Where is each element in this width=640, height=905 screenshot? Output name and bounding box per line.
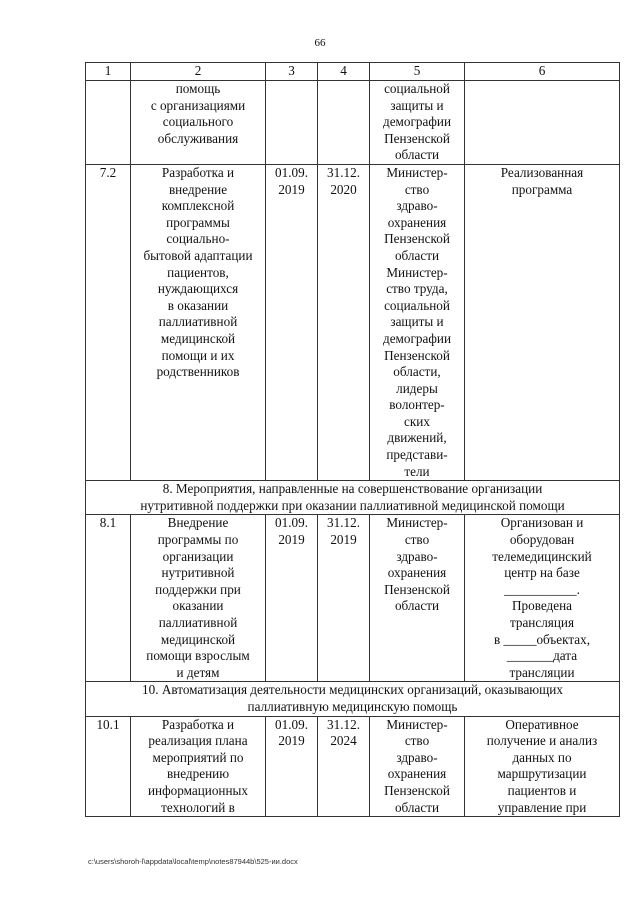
cell-line: Пензенской [384,231,450,247]
cell-line: 10. Автоматизация деятельности медицинских организаций, оказывающих [142,682,563,698]
cell-line: маршрутизации [497,766,587,782]
cell-line: медицинской [160,631,236,647]
cell-line: Пензенской [384,347,450,363]
table-row [86,716,620,817]
cell-line: волонтер- [389,397,445,413]
cell-line: 2019 [330,532,357,548]
cell-line: лидеры [396,380,438,396]
cell-result [465,81,620,165]
header-cell: 3 [266,63,318,81]
cell-line: родственников [156,364,240,380]
cell-line: внедрению [166,766,230,782]
cell-line: социальной [384,81,450,96]
cell-line: ских [404,413,430,429]
cell-line: Разработка и [161,164,235,180]
cell-line: области [394,598,440,614]
cell-line: в оказании [167,297,229,313]
cell-line: и детям [176,664,220,680]
table-row [86,164,620,480]
cell-line: Пензенской [384,782,450,798]
cell-number [86,81,131,165]
cell-line: ___________. [504,581,580,597]
cell-line: Пензенской [384,130,450,146]
section-header-row [86,481,620,515]
cell-line: помощь [175,81,221,96]
cell-start-date [266,81,318,165]
page-number: 66 [314,37,326,49]
cell-line: паллиативной [158,615,238,630]
cell-line: телемедицинский [492,548,592,564]
cell-result [465,164,620,480]
cell-line: 2020 [330,181,357,197]
cell-executor [370,515,465,682]
section-header-row [86,682,620,716]
cell-line: мероприятий по [152,749,244,765]
cell-line: пациентов и [507,782,577,798]
header-cell: 5 [370,63,465,81]
cell-line: помощи взрослым [146,648,250,664]
cell-end-date [318,164,370,480]
cell-line: технологий в [161,799,235,815]
cell-line: данных по [512,749,572,765]
table-row [86,81,620,165]
cell-line: программа [511,181,573,197]
cell-line: движений, [387,430,447,446]
cell-number: 10.1 [86,716,131,817]
cell-line: ство [404,733,430,749]
cell-end-date [318,515,370,682]
cell-line: обслуживания [157,130,239,146]
cell-line: в _____объектах, [493,631,591,647]
cell-measure [131,81,266,165]
cell-line: паллиативной [158,314,238,330]
cell-line: 2019 [278,532,305,548]
cell-line: трансляции [509,664,575,680]
cell-line: Внедрение [167,515,229,531]
cell-line: Министер- [386,515,448,531]
header-cell: 6 [465,63,620,81]
cell-line: Организован и [500,515,584,531]
cell-start-date [266,164,318,480]
cell-line: программы [166,214,230,230]
cell-line: охранения [387,214,447,230]
cell-line: 31.12. [327,716,360,732]
cell-executor [370,716,465,817]
cell-line: с организациями [150,97,246,113]
cell-line: здраво- [396,749,438,765]
cell-end-date [318,716,370,817]
cell-start-date [266,515,318,682]
cell-measure [131,515,266,682]
measures-table [85,62,620,817]
cell-line: социально- [166,231,230,247]
header-cell: 1 [86,63,131,81]
cell-executor [370,164,465,480]
cell-result [465,716,620,817]
cell-line: тели [404,463,430,479]
cell-executor [370,81,465,165]
cell-line: 2024 [330,733,357,749]
cell-line: нутритивной [161,565,235,581]
cell-line: ство труда, [386,281,448,297]
cell-line: программы по [157,532,239,548]
header-cell: 4 [318,63,370,81]
header-row [86,63,620,81]
header-cell: 2 [131,63,266,81]
cell-start-date [266,716,318,817]
cell-line: области [394,247,440,263]
cell-line: 2019 [278,181,305,197]
cell-line: медицинской [160,330,236,346]
cell-line: охранения [387,766,447,782]
cell-line: нуждающихся [157,281,239,297]
cell-line: 01.09. [275,164,308,180]
cell-line: представи- [386,447,448,463]
cell-line: комплексной [161,198,235,214]
cell-measure [131,164,266,480]
cell-line: социального [162,114,234,130]
section-10-heading [86,682,620,716]
cell-line: демографии [382,114,452,130]
cell-line: поддержки при [155,581,241,597]
cell-line: оборудован [509,532,575,548]
cell-line: охранения [387,565,447,581]
cell-line: социальной [384,297,450,313]
cell-line: 8. Мероприятия, направленные на совершенствование организации [162,481,543,497]
cell-line: ство [404,532,430,548]
cell-line: Проведена [511,598,572,614]
cell-line: здраво- [396,198,438,214]
cell-line: 31.12. [327,164,360,180]
cell-line: оказании [172,598,224,614]
cell-line: реализация плана [148,733,248,749]
cell-line: Министер- [386,716,448,732]
cell-line: получение и анализ [486,733,598,749]
cell-line: паллиативную медицинскую помощь [247,698,458,714]
cell-line: здраво- [396,548,438,564]
cell-line: 01.09. [275,716,308,732]
cell-measure [131,716,266,817]
cell-line: нутритивной поддержки при оказании паллиативной медицинской помощи [140,497,565,513]
cell-line: помощи и их [161,347,235,363]
cell-line: демографии [382,330,452,346]
cell-line: защиты и [390,97,444,113]
cell-line: 01.09. [275,515,308,531]
cell-line: Пензенской [384,581,450,597]
file-path-footer: c:\users\shoroh-l\appdata\local\temp\notes87944b\525-ии.docx [88,857,298,866]
cell-line: _______дата [506,648,578,664]
cell-line: Оперативное [505,716,579,732]
cell-result [465,515,620,682]
cell-line: внедрение [168,181,228,197]
cell-line: центр на базе [504,565,580,581]
cell-number: 8.1 [86,515,131,682]
cell-line: Разработка и [161,716,235,732]
cell-number: 7.2 [86,164,131,480]
cell-line: защиты и [390,314,444,330]
cell-line: области [394,147,440,163]
cell-line: 2019 [278,733,305,749]
table-row [86,515,620,682]
section-8-heading [86,481,620,515]
cell-line: управление при [497,799,587,815]
cell-line: Министер- [386,164,448,180]
cell-line: области [394,799,440,815]
cell-line: организации [162,548,234,564]
cell-line: ство [404,181,430,197]
cell-line: пациентов, [167,264,229,280]
cell-line: Министер- [386,264,448,280]
cell-line: области, [393,364,441,380]
cell-line: 31.12. [327,515,360,531]
cell-line: трансляция [509,615,575,630]
cell-end-date [318,81,370,165]
cell-line: Реализованная [500,164,584,180]
cell-line: бытовой адаптации [143,247,253,263]
cell-line: информационных [147,782,249,798]
